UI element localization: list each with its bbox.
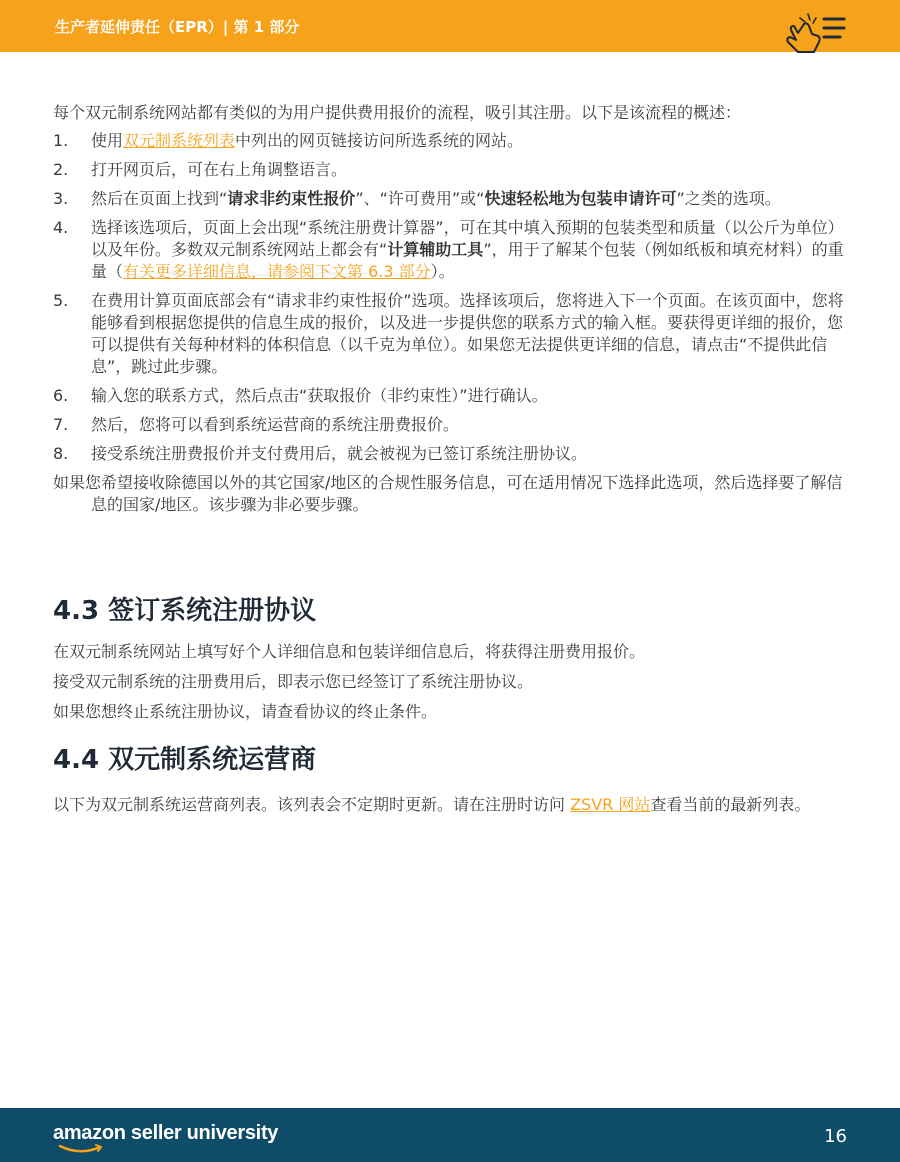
step-text: 输入您的联系方式，然后点击“获取报价（非约束性）”进行确认。 <box>91 386 548 405</box>
step-text: 在费用计算页面底部会有“请求非约束性报价”选项。选择该项后，您将进入下一个页面。在该页面中，您将能够看到根据您提供的信息生成的报价，以及进一步提供您的联系方式的输入框。要获得更详细的报价，您可以提供有关每种材料的体积信息（以千克为单位）。如果您无法提供更详细的信息，请点击“不提供此信息”，跳过此步骤。 <box>91 291 844 376</box>
main-content <box>53 102 849 516</box>
step-text: 使用 <box>91 131 124 150</box>
step-text: 打开网页后，可在右上角调整语言。 <box>91 160 348 179</box>
hand-pointer-menu-icon <box>778 10 850 56</box>
step-number: 6. <box>53 386 69 405</box>
paragraph: 在双元制系统网站上填写好个人详细信息和包装详细信息后，将获得注册费用报价。 <box>53 642 646 661</box>
step-bold-text: 请求非约束性报价 <box>227 189 356 208</box>
list-item <box>53 130 849 152</box>
page-number: 16 <box>824 1126 847 1147</box>
section-4-4-heading: 4.4 双元制系统运营商 <box>53 745 317 775</box>
step-number: 1. <box>53 131 69 150</box>
step-number: 7. <box>53 415 69 434</box>
section-4-3-body <box>53 641 849 731</box>
paragraph-text: 查看当前的最新列表。 <box>650 795 811 814</box>
paragraph: 接受双元制系统的注册费用后，即表示您已经签订了系统注册协议。 <box>53 672 534 691</box>
step-bold-text: 计算辅助工具 <box>387 240 484 259</box>
intro-paragraph: 每个双元制系统网站都有类似的为用户提供费用报价的流程，吸引其注册。以下是该流程的概述： <box>53 103 742 122</box>
step-text: 然后在页面上找到“ <box>91 189 228 208</box>
paragraph-text: 以下为双元制系统运营商列表。该列表会不定期时更新。请在注册时访问 <box>53 795 571 814</box>
list-item <box>53 290 849 378</box>
step-text: 选择该选项后，页面上会出现“系统注册费计算器”，可在其中填入预期的包装类型和质量（以公斤为单位）以及年份。多数双元制系统网站上都会有“ <box>91 218 844 259</box>
header-bar <box>0 0 900 52</box>
paragraph <box>53 794 849 816</box>
step-text: ”之类的选项。 <box>676 189 781 208</box>
step-number: 4. <box>53 218 69 237</box>
section-4-4-body <box>53 794 849 816</box>
step-text: ”、“许可费用”或“ <box>355 189 485 208</box>
step-text: 然后，您将可以看到系统运营商的系统注册费报价。 <box>91 415 460 434</box>
list-item <box>53 217 849 283</box>
step-text: 接受系统注册费报价并支付费用后，就会被视为已签订系统注册协议。 <box>91 444 588 463</box>
list-item <box>53 443 849 465</box>
list-item <box>53 188 849 210</box>
step-number: 3. <box>53 189 69 208</box>
list-item <box>53 414 849 436</box>
step-text: ”，用于了解某个包装（例如纸板和填充材料）的重量（ <box>91 240 844 281</box>
step-number: 5. <box>53 291 69 310</box>
zsvr-website-link[interactable]: ZSVR 网站 <box>570 795 651 814</box>
step-bold-text: 快速轻松地为包装申请许可 <box>484 189 677 208</box>
header-title: 生产者延伸责任（EPR）| 第 1 部分 <box>55 18 300 36</box>
step-text: ）。 <box>430 262 455 281</box>
step-number: 8. <box>53 444 69 463</box>
step-number: 2. <box>53 160 69 179</box>
list-item <box>53 385 849 407</box>
list-item <box>53 159 849 181</box>
dual-system-list-link[interactable]: 双元制系统列表 <box>123 131 236 150</box>
amazon-smile-icon <box>58 1144 106 1154</box>
footer-bar <box>0 1108 900 1162</box>
paragraph: 如果您想终止系统注册协议，请查看协议的终止条件。 <box>53 702 438 721</box>
step-text: 中列出的网页链接访问所选系统的网站。 <box>235 131 524 150</box>
amazon-seller-university-logo: amazon seller university <box>53 1122 279 1144</box>
steps-list <box>53 130 849 465</box>
section-6-3-link[interactable]: 有关更多详细信息，请参阅下文第 6.3 部分 <box>123 262 431 281</box>
section-4-3-heading: 4.3 签订系统注册协议 <box>53 596 317 626</box>
optional-step-paragraph: 如果您希望接收除德国以外的其它国家/地区的合规性服务信息，可在适用情况下选择此选项，然后选择要了解信息的国家/地区。该步骤为非必要步骤。 <box>53 473 843 514</box>
